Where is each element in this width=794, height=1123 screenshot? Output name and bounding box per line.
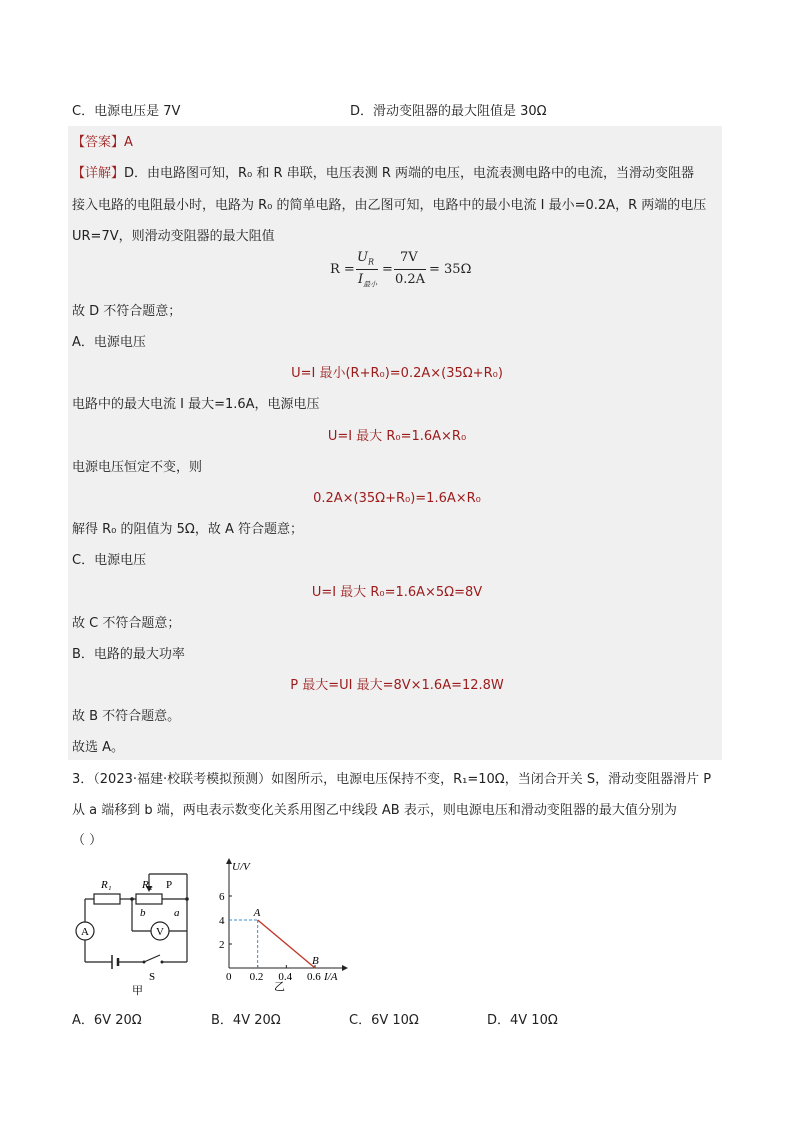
option-d-prev: D．滑动变阻器的最大阻值是 30Ω [350,104,547,119]
detail-line-2: 接入电路的电阻最小时，电路为 R₀ 的简单电路，由乙图可知，电路中的最小电流 I 最小=0.2A，R 两端的电压 [72,198,707,213]
x-tick-label-0.4: 0.4 [278,971,293,983]
x-tick-label-0.2: 0.2 [249,971,264,983]
label-a: a [174,907,180,919]
formula-2: U=I 最小(R+R₀)=0.2A×(35Ω+R₀) [291,366,503,381]
f1-bar-2 [394,269,426,270]
question-text-1: （2023·福建·校联考模拟预测）如图所示，电源电压保持不变，R₁=10Ω，当闭合开关 S，滑动变阻器滑片 P [93,772,712,787]
graph-caption: 乙 [274,981,285,993]
detail-line-7: 电源电压恒定不变，则 [72,460,203,475]
detail-line-10: 故 C 不符合题意； [72,616,181,631]
f1-bar-1 [356,269,378,270]
resistor-r2 [136,894,162,904]
detail-line-9: C．电源电压 [72,553,147,568]
label-b: b [140,907,146,919]
f1-den2: 0.2A [395,272,426,287]
point-b-label: B [312,955,319,967]
answer-value: A [124,135,133,150]
label-r1: R₁ [101,879,112,891]
detail-line-6: 电路中的最大电流 I 最大=1.6A，电源电压 [72,397,320,412]
label-p: P [166,879,173,891]
ammeter-label: A [81,926,89,938]
formula-5: U=I 最大 R₀=1.6A×5Ω=8V [311,585,483,600]
formula-6: P 最大=UI 最大=8V×1.6A=12.8W [290,678,504,693]
detail-line-11: B．电路的最大功率 [72,647,185,662]
resistor-r1 [94,894,120,904]
y-tick-label-2: 2 [219,939,225,951]
f1-den-text: I [358,272,364,287]
option-c-prev: C．电源电压是 7V [72,104,181,119]
f1-den-sub: 最小 [363,280,378,289]
switch-label: S [149,971,156,983]
option-d[interactable]: D．4V 10Ω [487,1013,558,1028]
question-line-3: （ ） [72,833,103,848]
graph-ticks [219,891,321,983]
ui-graph [212,856,352,996]
axes [229,864,342,968]
x-tick-label-0: 0 [226,971,232,983]
graph-marks [229,907,319,968]
f1-lhs: R = [330,262,355,277]
detail-line-5: A．电源电压 [72,335,146,350]
graph-xlabel: I/A [324,971,338,983]
f1-num2: 7V [400,250,418,265]
detail-line-1 [72,164,694,184]
f1-rhs: = 35Ω [429,262,472,277]
circuit-caption: 甲 [132,985,143,996]
option-a[interactable]: A．6V 20Ω [72,1013,142,1028]
label-r2: R₂ [142,879,153,891]
detail-line-13: 故选 A。 [72,740,125,755]
detail-line-8: 解得 R₀ 的阻值为 5Ω，故 A 符合题意； [72,522,304,537]
y-tick-label-6: 6 [219,891,225,903]
detail-text-1: D．由电路图可知，R₀ 和 R 串联，电压表测 R 两端的电压，电流表测电路中的电流，当滑动变阻器 [124,166,694,181]
voltmeter-label: V [156,926,164,938]
detail-label: 【详解】 [72,166,125,181]
formula-4: 0.2A×(35Ω+R₀)=1.6A×R₀ [313,491,481,506]
graph-ylabel: U/V [232,861,250,873]
y-tick-label-4: 4 [219,915,225,927]
answer-label: 【答案】 [72,135,125,150]
question-number: 3． [72,772,94,787]
x-tick-label-0.6: 0.6 [307,971,321,983]
segment-ab [258,920,315,968]
answer-line [72,133,133,153]
option-c[interactable]: C．6V 10Ω [349,1013,419,1028]
formula-1: R = $U_R$ $I_{最小}$ = 7V 0.2A = 35Ω [330,250,472,289]
f1-num [357,250,374,267]
detail-line-3: UR=7V，则滑动变阻器的最大阻值 [72,229,275,244]
f1-num-sub: R [367,257,374,267]
detail-line-4: 故 D 不符合题意； [72,304,182,319]
formula-3: U=I 最大 R₀=1.6A×R₀ [327,429,467,444]
circuit-diagram [72,866,222,996]
option-b[interactable]: B．4V 20Ω [211,1013,281,1028]
point-a-label: A [253,907,261,919]
f1-num-text: U [357,250,368,265]
detail-line-12: 故 B 不符合题意。 [72,709,181,724]
f1-den [358,272,377,290]
question-line-2: 从 a 端移到 b 端，两电表示数变化关系用图乙中线段 AB 表示，则电源电压和滑动变阻器的最大值分别为 [72,803,677,818]
question-line-1 [72,770,711,790]
